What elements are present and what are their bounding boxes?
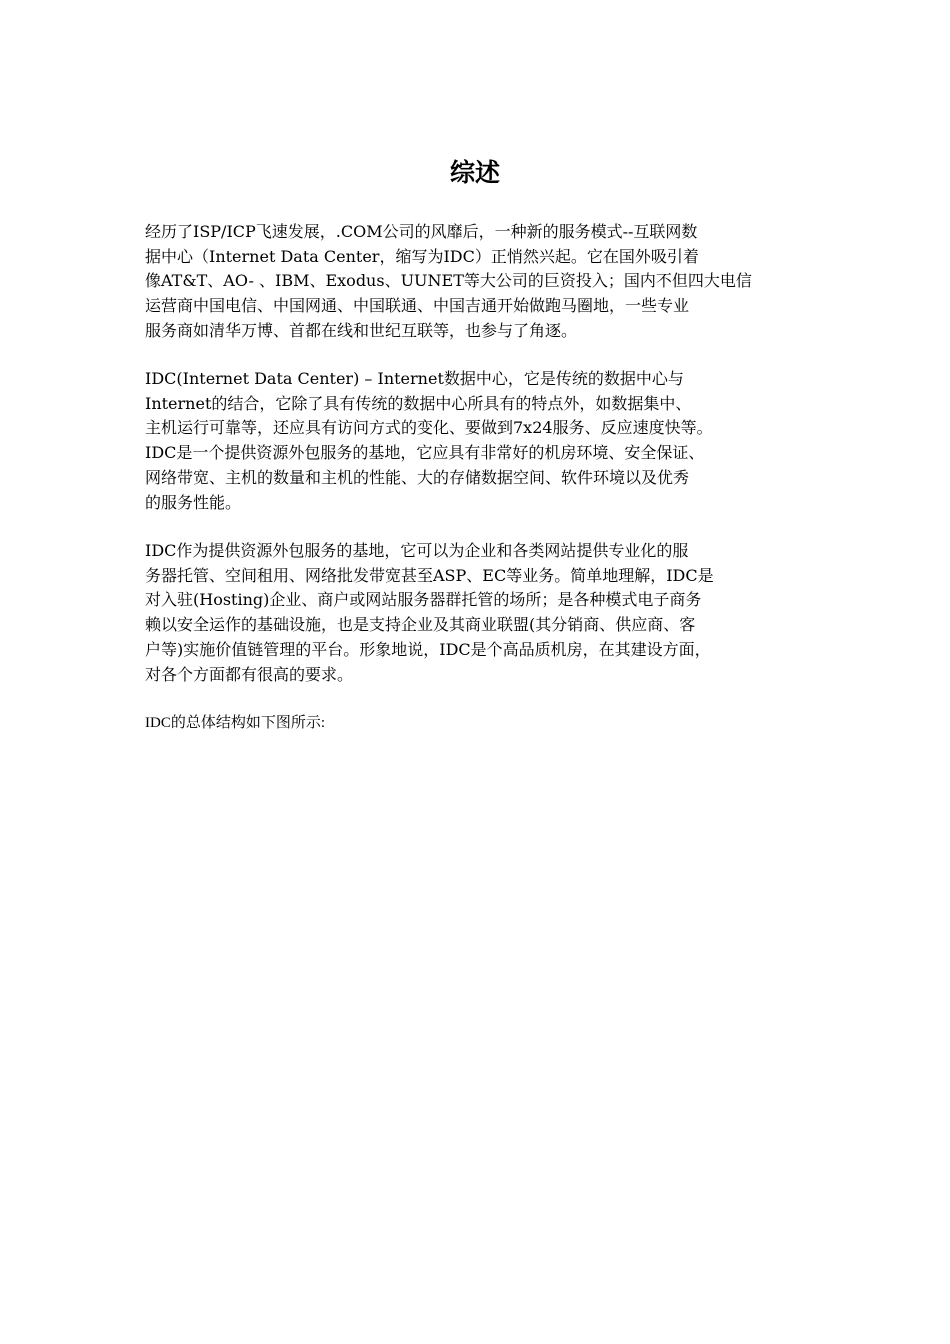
paragraph-line: 对入驻(Hosting)企业、商户或网站服务器群托管的场所；是各种模式电子商务 bbox=[145, 590, 702, 610]
paragraph-line: 对各个方面都有很高的要求。 bbox=[145, 664, 354, 684]
paragraph-line: 网络带宽、主机的数量和主机的性能、大的存储数据空间、软件环境以及优秀 bbox=[145, 467, 690, 487]
paragraph-line: 主机运行可靠等，还应具有访问方式的变化、要做到7x24服务、反应速度快等。 bbox=[145, 418, 713, 438]
paragraph-line: 赖以安全运作的基础设施，也是支持企业及其商业联盟(其分销商、供应商、客 bbox=[145, 615, 696, 635]
paragraph-line: 经历了ISP/ICP飞速发展，.COM公司的风靡后，一种新的服务模式--互联网数 bbox=[145, 222, 698, 241]
paragraph-line: 的服务性能。 bbox=[145, 492, 242, 512]
paragraph-line: 据中心（Internet Data Center，缩写为IDC）正悄然兴起。它在国外吸引着 bbox=[145, 246, 699, 266]
paragraph-line: IDC作为提供资源外包服务的基地，它可以为企业和各类网站提供专业化的服 bbox=[145, 541, 689, 560]
paragraph-line: 服务商如清华万博、首都在线和世纪互联等，也参与了角逐。 bbox=[145, 320, 578, 340]
page-title: 综述 bbox=[449, 158, 500, 187]
paragraph-line: IDC(Internet Data Center) – Internet数据中心，它是传统的数据中心与 bbox=[145, 369, 684, 388]
paragraph-idc-services bbox=[145, 539, 825, 687]
paragraph-line: 务器托管、空间租用、网络批发带宽甚至ASP、EC等业务。简单地理解，IDC是 bbox=[145, 565, 714, 585]
paragraph-line: Internet的结合，它除了具有传统的数据中心所具有的特点外，如数据集中、 bbox=[145, 393, 692, 413]
paragraph-line: 像AT&T、AO- 、IBM、Exodus、UUNET等大公司的巨资投入；国内不但四大电信 bbox=[145, 271, 752, 291]
paragraph-line: 户等)实施价值链管理的平台。形象地说，IDC是个高品质机房，在其建设方面， bbox=[145, 639, 711, 659]
paragraph-intro bbox=[145, 220, 825, 344]
figure-caption: IDC的总体结构如下图所示: bbox=[145, 715, 326, 731]
paragraph-idc-definition bbox=[145, 367, 825, 515]
paragraph-line: 运营商中国电信、中国网通、中国联通、中国吉通开始做跑马圈地，一些专业 bbox=[145, 296, 690, 316]
paragraph-line: IDC是一个提供资源外包服务的基地，它应具有非常好的机房环境、安全保证、 bbox=[145, 443, 705, 463]
